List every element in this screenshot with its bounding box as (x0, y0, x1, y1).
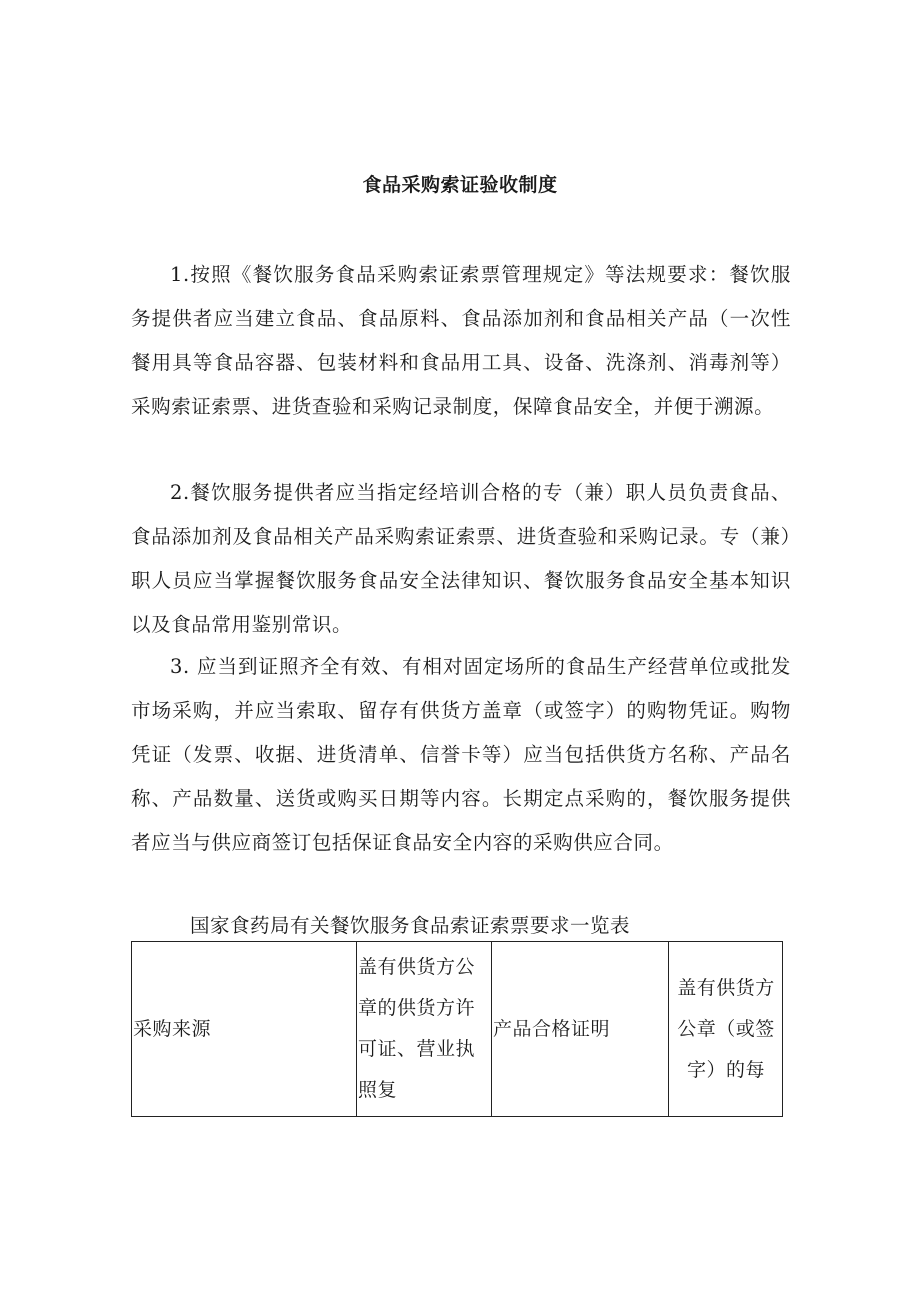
requirements-table (131, 941, 783, 1117)
paragraph-2: 2.餐饮服务提供者应当指定经培训合格的专（兼）职人员负责食品、食品添加剂及食品相关产品采购索证索票、进货查验和采购记录。专（兼）职人员应当掌握餐饮服务食品安全法律知识、餐饮服务食品安全基本知识以及食品常用鉴别常识。 (131, 481, 791, 636)
table-cell-license-copy: 盖有供货方公章的供货方许可证、营业执照复 (357, 942, 492, 1117)
table-cell-product-certificate: 产品合格证明 (492, 942, 669, 1117)
table-row (132, 942, 783, 1117)
paragraph-3: 3. 应当到证照齐全有效、有相对固定场所的食品生产经营单位或批发市场采购，并应当索取、留存有供货方盖章（或签字）的购物凭证。购物凭证（发票、收据、进货清单、信誉卡等）应当包括供货方名称、产品名称、产品数量、送货或购买日期等内容。长期定点采购的，餐饮服务提供者应当与供应商签订包括保证食品安全内容的采购供应合同。 (131, 655, 791, 854)
table-cell-stamped-receipt: 盖有供货方公章（或签字）的每 (669, 942, 783, 1117)
paragraph-1: 1.按照《餐饮服务食品采购索证索票管理规定》等法规要求：餐饮服务提供者应当建立食品、食品原料、食品添加剂和食品相关产品（一次性餐用具等食品容器、包装材料和食品用工具、设备、洗涤剂、消毒剂等）采购索证索票、进货查验和采购记录制度，保障食品安全，并便于溯源。 (131, 263, 791, 418)
table-caption: 国家食药局有关餐饮服务食品索证索票要求一览表 (190, 914, 631, 937)
document-title: 食品采购索证验收制度 (362, 174, 558, 196)
table-cell-purchase-source: 采购来源 (132, 942, 357, 1117)
